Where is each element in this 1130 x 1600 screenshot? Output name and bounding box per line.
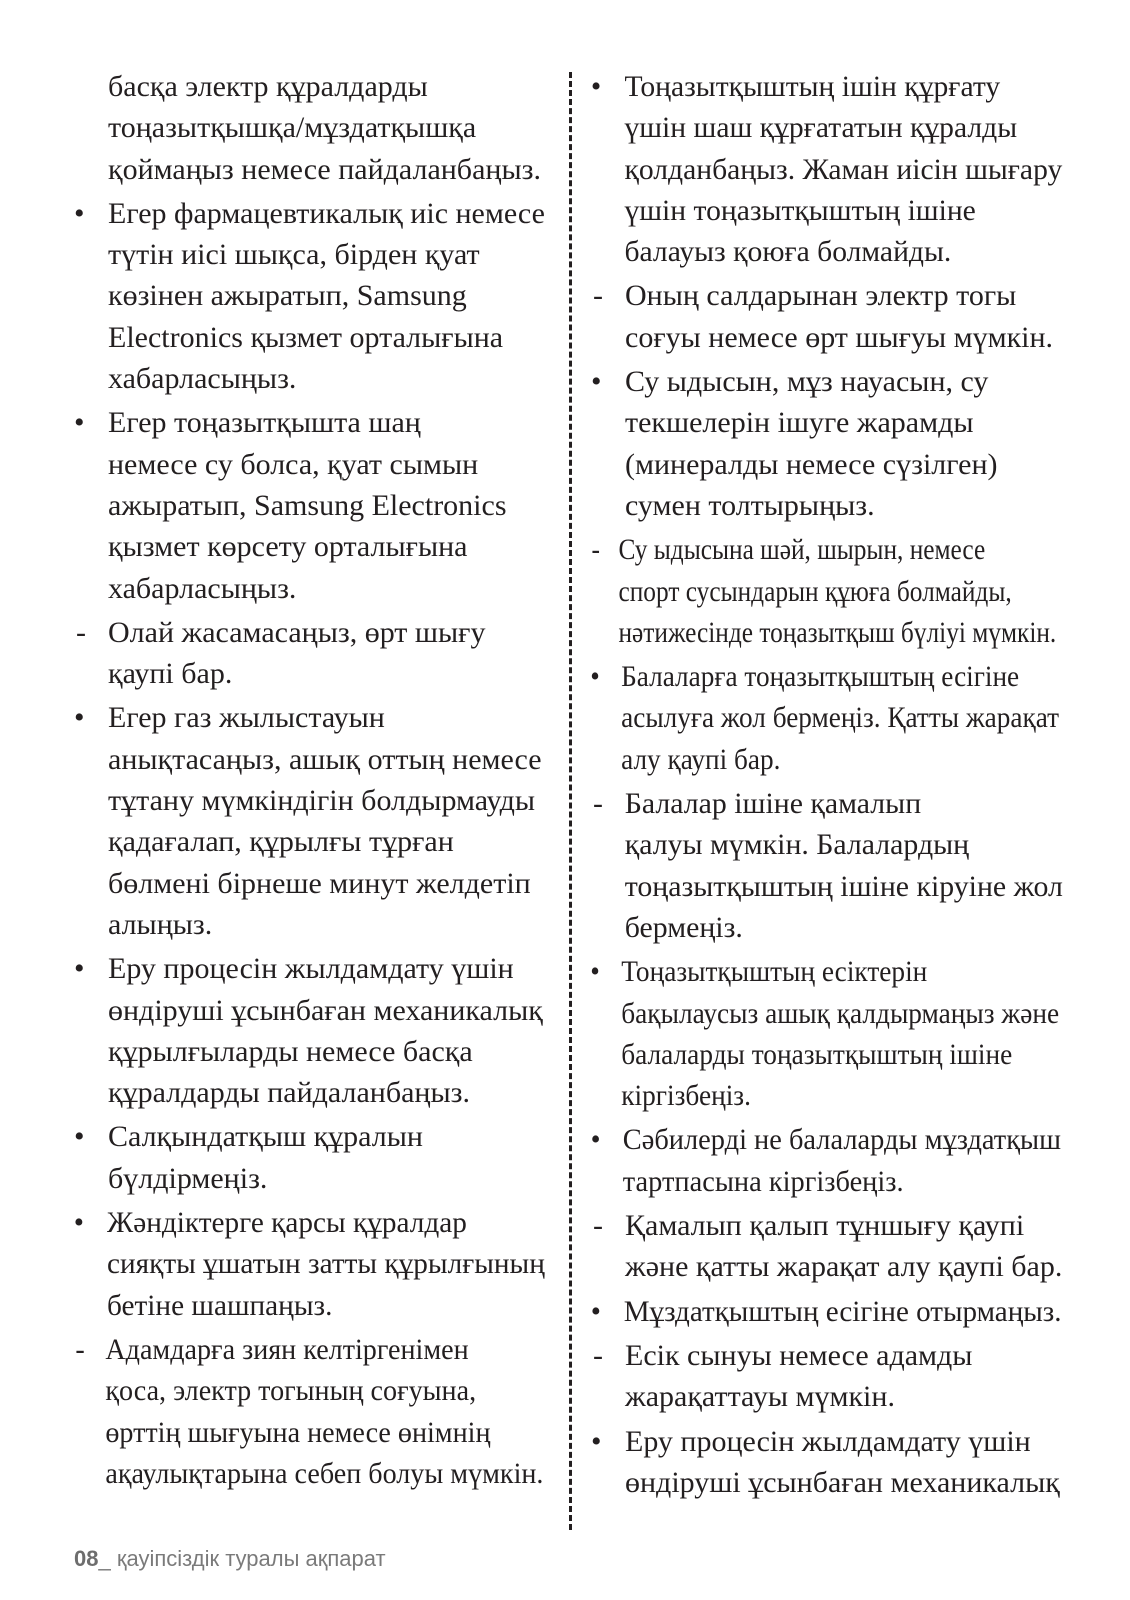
bullet-marker: • [590, 660, 600, 694]
text-line: тартпасына кіргізбеңіз. [622, 1164, 904, 1198]
text-line: балауыз қоюға болмайды. [624, 235, 952, 269]
dash-marker: - [76, 615, 86, 649]
footer-section-title: қауіпсіздік туралы ақпарат [110, 1546, 386, 1571]
dash-marker: - [593, 1209, 603, 1243]
sub-note-item [583, 529, 1057, 653]
text-line: өндіруші ұсынбаған механикалық [625, 1465, 1060, 1499]
text-line: Егер тоңазытқышта шаң [108, 406, 421, 440]
text-line: өрттің шығуына немесе өнімнің [105, 1415, 491, 1449]
text-line: алу қаупі бар. [621, 742, 781, 776]
text-line: қызмет көрсету орталығына [108, 530, 468, 564]
bullet-item [583, 361, 1063, 526]
text-line: Су ыдысын, мұз науасын, су [625, 365, 989, 399]
text-line: қалуы мүмкін. Балалардың [624, 828, 970, 862]
text-line: Адамдарға зиян келтіргенімен [105, 1332, 469, 1366]
text-line: тоңазытқыштың ішіне кіруіне жол [624, 869, 1063, 903]
bullet-marker: • [591, 365, 602, 399]
bullet-marker: • [74, 196, 85, 230]
sub-note-item [583, 275, 1063, 358]
text-line: Салқындатқыш құралын [108, 1120, 423, 1154]
column-divider [569, 72, 572, 1530]
text-line: үшін тоңазытқыштың ішіне [624, 193, 976, 227]
bullet-item [583, 951, 1060, 1116]
bullet-marker: • [590, 1123, 601, 1157]
text-line: құралдарды пайдаланбаңыз. [108, 1076, 470, 1110]
footer-separator: _ [98, 1546, 111, 1571]
bullet-item [66, 193, 546, 399]
text-line: Қамалып қалып тұншығу қаупі [625, 1209, 1025, 1243]
left-column [66, 66, 546, 1497]
text-line: (минералды немесе сүзілген) [625, 447, 998, 481]
text-line: Егер фармацевтикалық иіс немесе [108, 196, 545, 230]
text-line: сияқты ұшатын затты құрылғының [106, 1247, 545, 1281]
text-line: нәтижесінде тоңазытқыш бүліуі мүмкін. [618, 615, 1057, 649]
dash-marker: - [75, 1332, 85, 1366]
text-line: асылуға жол бермеңіз. Қатты жарақат [621, 701, 1059, 735]
sub-note-item [583, 783, 1063, 948]
text-line: Еру процесін жылдамдату үшін [625, 1424, 1031, 1458]
dash-marker: - [593, 279, 603, 313]
text-line: өндіруші ұсынбаған механикалық [108, 993, 543, 1027]
text-line: басқа электр құралдарды [108, 70, 428, 103]
text-line: балаларды тоңазытқыштың ішіне [621, 1037, 1013, 1071]
text-line: түтін иісі шықса, бірден қуат [108, 238, 480, 272]
dash-marker: - [593, 1338, 603, 1372]
text-line: ақаулықтарына себеп болуы мүмкін. [105, 1456, 544, 1490]
text-line: жарақаттауы мүмкін. [625, 1380, 895, 1414]
text-line: Су ыдысына шәй, шырын, немесе [618, 533, 986, 567]
text-line: Балаларға тоңазытқыштың есігіне [621, 660, 1020, 694]
text-line: қоса, электр тогының соғуына, [105, 1374, 477, 1408]
text-line: қолданбаңыз. Жаман иісін шығару [624, 152, 1063, 186]
text-line: Тоңазытқыштың ішін құрғату [624, 70, 1001, 103]
bullet-marker: • [590, 70, 602, 103]
page-footer [74, 1546, 386, 1572]
text-line: Еру процесін жылдамдату үшін [108, 952, 514, 986]
bullet-item [583, 1291, 1062, 1332]
text-line: көзінен ажыратып, Samsung [108, 279, 467, 313]
text-line: қадағалап, құрылғы тұрған [108, 825, 454, 859]
text-line: алыңыз. [108, 907, 213, 941]
text-line: Есік сынуы немесе адамды [625, 1338, 973, 1372]
text-line: Егер газ жылыстауын [108, 701, 385, 735]
bullet-item [66, 1116, 546, 1199]
text-line: құрылғыларды немесе басқа [108, 1034, 473, 1068]
right-column [583, 66, 1063, 1506]
text-line: бөлмені бірнеше минут желдетіп [108, 866, 531, 900]
sub-note-item [66, 1329, 544, 1494]
page-number: 08 [74, 1546, 99, 1571]
bullet-marker: • [590, 955, 600, 989]
text-line: Сәбилерді не балаларды мұздатқыш [622, 1123, 1061, 1157]
text-line: немесе су болса, қуат сымын [108, 447, 479, 481]
text-line: Тоңазытқыштың есіктерін [621, 955, 928, 989]
text-line: үшін шаш құрғататын құралды [624, 111, 1018, 145]
text-line: хабарласыңыз. [108, 362, 297, 396]
dash-marker: - [592, 787, 603, 821]
sub-note-item [66, 612, 546, 695]
text-line: соғуы немесе өрт шығуы мүмкін. [625, 320, 1054, 354]
bullet-item [583, 1119, 1061, 1202]
text-line: бермеңіз. [624, 910, 743, 944]
bullet-marker: • [590, 1294, 601, 1328]
text-line: хабарласыңыз. [108, 571, 297, 605]
text-line: кіргізбеңіз. [621, 1079, 751, 1113]
text-line: Мұздатқыштың есігіне отырмаңыз. [623, 1294, 1062, 1328]
bullet-item [66, 402, 546, 608]
text-line: Олай жасамасаңыз, өрт шығу [108, 615, 486, 649]
text-line: бетіне шашпаңыз. [106, 1288, 333, 1322]
text-line: Жәндіктерге қарсы құралдар [106, 1206, 467, 1240]
bullet-item [583, 66, 1063, 272]
text-line: бүлдірмеңіз. [108, 1161, 268, 1195]
bullet-item [66, 1202, 545, 1326]
text-line: қаупі бар. [108, 657, 233, 691]
text-line: анықтасаңыз, ашық оттың немесе [108, 742, 542, 776]
bullet-marker: • [74, 952, 85, 986]
text-line: текшелерін ішуге жарамды [625, 406, 974, 440]
sub-note-item [583, 1205, 1063, 1288]
sub-note-item [583, 1335, 1063, 1418]
bullet-marker: • [591, 1424, 602, 1458]
text-line: ажыратып, Samsung Electronics [108, 488, 507, 522]
bullet-item [66, 697, 546, 945]
text-line: сумен толтырыңыз. [625, 488, 875, 522]
bullet-marker: • [73, 1206, 85, 1240]
dash-marker: - [591, 533, 600, 567]
text-line: тоңазытқышқа/мұздатқышқа [108, 111, 477, 145]
bullet-item [583, 656, 1059, 780]
text-line: Оның салдарынан электр тогы [625, 279, 1017, 313]
text-line: Балалар ішіне қамалып [624, 787, 922, 821]
bullet-item [583, 1421, 1063, 1504]
text-line: тұтану мүмкіндігін болдырмауды [108, 784, 536, 818]
text-line: қоймаңыз немесе пайдаланбаңыз. [108, 152, 541, 186]
continuation-item [66, 66, 546, 190]
text-line: спорт сусындарын құюға болмайды, [618, 574, 1012, 608]
text-line: бақылаусыз ашық қалдырмаңыз және [621, 996, 1060, 1030]
bullet-marker: • [74, 701, 85, 735]
bullet-marker: • [74, 1120, 85, 1154]
text-line: Electronics қызмет орталығына [108, 320, 504, 354]
bullet-item [66, 948, 546, 1113]
bullet-marker: • [74, 406, 85, 440]
text-line: және қатты жарақат алу қаупі бар. [625, 1250, 1063, 1284]
